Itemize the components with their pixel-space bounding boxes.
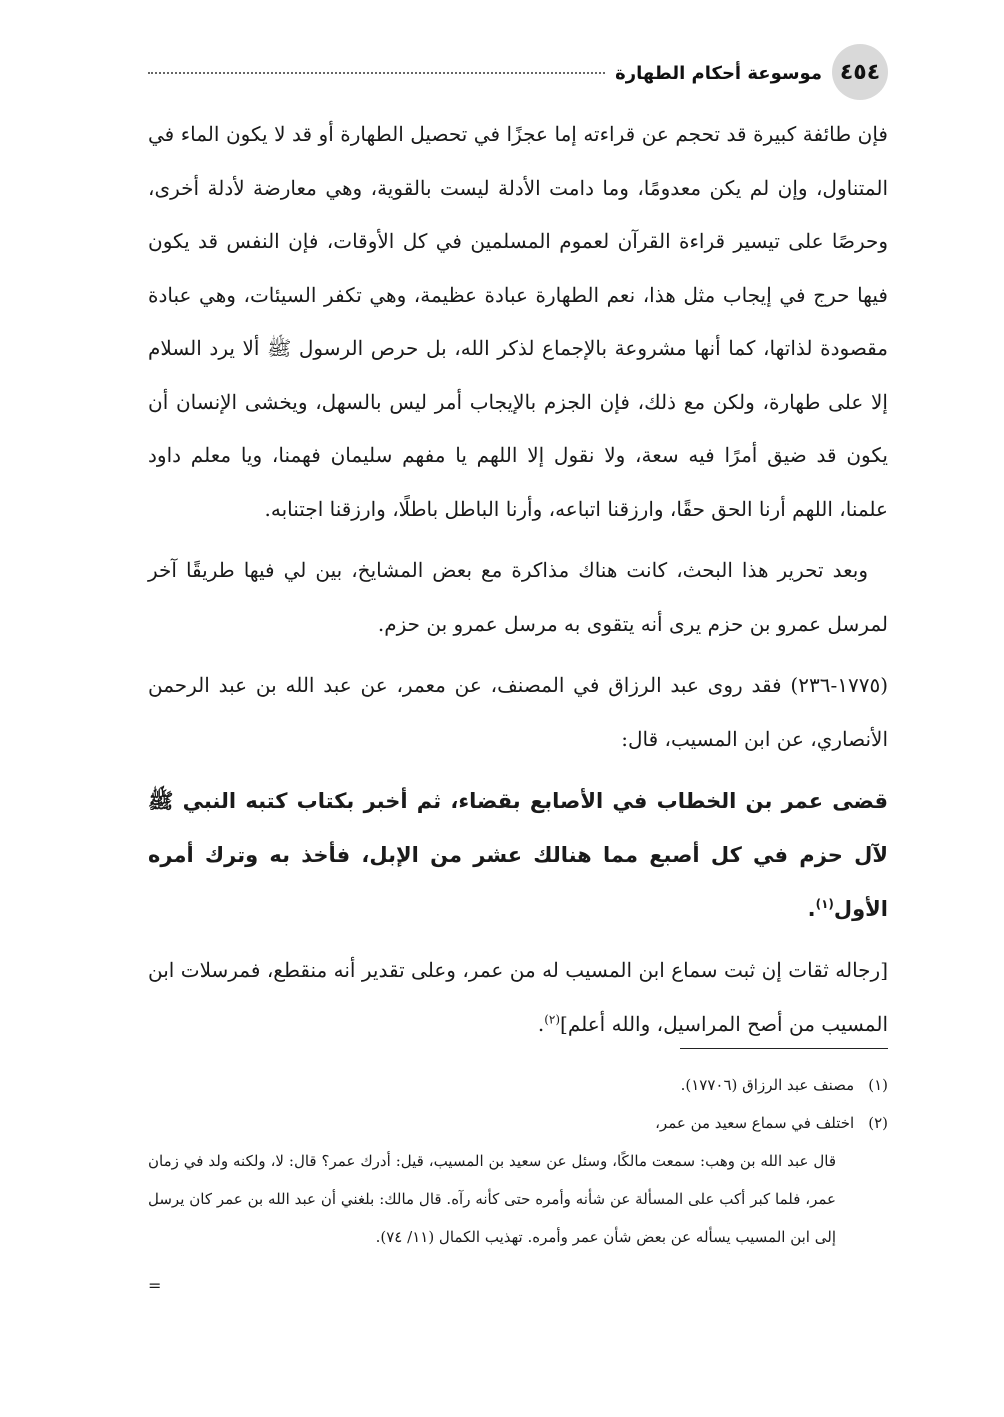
grading-end: . xyxy=(537,1011,545,1036)
footnote-text: اختلف في سماع سعيد من عمر، xyxy=(655,1114,855,1132)
hadith-chain-paragraph: (١٧٧٥-٢٣٦) فقد روى عبد الرزاق في المصنف، عن معمر، عن عبد الله بن عبد الرحمن الأنصاري، عن ابن المسيب، قال: xyxy=(148,673,888,751)
paragraph-1: فإن طائفة كبيرة قد تحجم عن قراءته إما عجزًا في تحصيل الطهارة أو قد لا يكون الماء في المتناول، وإن لم يكن معدومًا، وما دامت الأدلة ليست بالقوية، وهي معارضة لأدلة أخرى، وحرصًا على تيسير قراءة القرآن لعموم المسلمين في كل الأوقات، فإن النفس قد يكون فيها حرج في إيجاب مثل هذا، نعم الطهارة عبادة عظيمة، وهي تكفر السيئات، وهي عبادة مقصودة لذاتها، كما أنها مشروعة بالإجماع لذكر الله، بل حرص الرسول ﷺ ألا يرد السلام إلا على طهارة، ولكن مع ذلك، فإن الجزم بالإيجاب أمر ليس بالسهل، ويخشى الإنسان أن يكون قد ضيق أمرًا فيه سعة، ولا نقول إلا اللهم يا مفهم سليمان فهمنا، ويا معلم داود علمنا، اللهم أرنا الحق حقًا، وارزقنا اتباعه، وأرنا الباطل باطلًا، وارزقنا اجتنابه. xyxy=(148,122,888,521)
footnotes xyxy=(148,1066,888,1256)
main-text xyxy=(148,108,888,1051)
header-dotted-leader xyxy=(148,72,605,74)
footnote-separator xyxy=(680,1048,888,1049)
header-row xyxy=(148,58,822,88)
footnote-ref-2[interactable]: (٢) xyxy=(544,1011,561,1026)
footnote-number: (٢) xyxy=(868,1114,888,1132)
grading-paragraph xyxy=(148,944,888,1051)
hadith-quote-text: قضى عمر بن الخطاب في الأصابع بقضاء، ثم أخبر بكتاب كتبه النبي ﷺ لآل حزم في كل أصبع مما هنالك عشر من الإبل، فأخذ به وترك أمره الأول xyxy=(148,789,888,921)
hadith-quote-end: . xyxy=(807,897,816,921)
footnote-2-continuation: قال عبد الله بن وهب: سمعت مالكًا، وسئل عن سعيد بن المسيب، قيل: أدرك عمر؟ قال: لا، ولكنه ولد في زمان عمر، فلما كبر أكب على المسألة عن شأنه وأمره حتى كأنه رآه. قال مالك: بلغني أن عبد الله بن عمر كان يرسل إلى ابن المسيب يسأله عن بعض شأن عمر وأمره. تهذيب الكمال (١١/ ٧٤). xyxy=(148,1152,836,1246)
footnote-2 xyxy=(148,1104,888,1142)
continuation-mark: = xyxy=(148,1276,162,1295)
page-number-badge: ٤٥٤ xyxy=(832,44,888,100)
footnote-text: مصنف عبد الرزاق (١٧٧٠٦). xyxy=(680,1076,855,1094)
grading-text: [رجاله ثقات إن ثبت سماع ابن المسيب له من عمر، وعلى تقدير أنه منقطع، فمرسلات ابن المسيب من أصح المراسيل، والله أعلم] xyxy=(148,958,888,1036)
footnote-number: (١) xyxy=(868,1076,888,1094)
footnote-1 xyxy=(148,1066,888,1104)
hadith-quote xyxy=(148,774,888,936)
header-title: موسوعة أحكام الطهارة xyxy=(615,62,822,84)
footnote-ref-1[interactable]: (١) xyxy=(815,897,834,911)
running-header xyxy=(148,44,888,100)
paragraph-2: وبعد تحرير هذا البحث، كانت هناك مذاكرة مع بعض المشايخ، بين لي فيها طريقًا آخر لمرسل عمرو بن حزم يرى أنه يتقوى به مرسل عمرو بن حزم. xyxy=(148,558,888,636)
